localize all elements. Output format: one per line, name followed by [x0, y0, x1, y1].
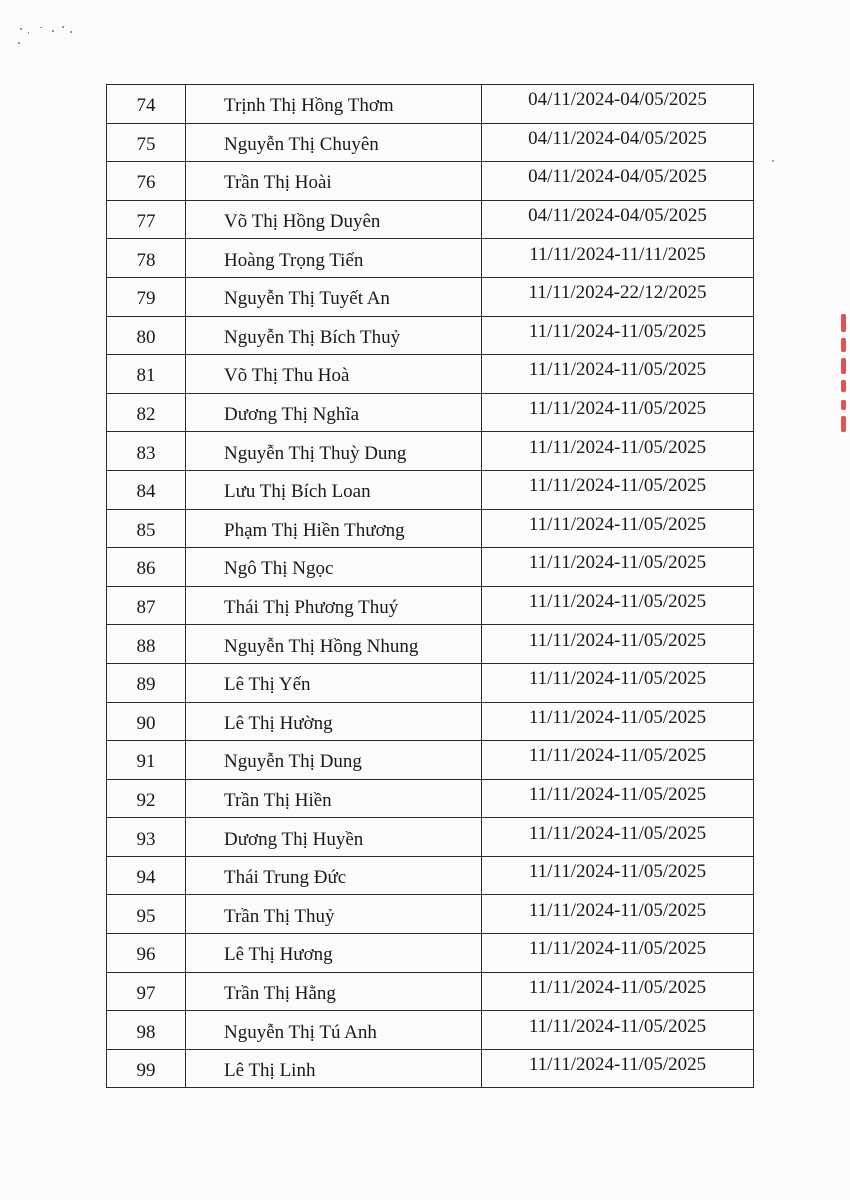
employee-name-cell: [186, 586, 482, 625]
scan-dot: [772, 160, 774, 162]
employee-name: Thái Thị Phương Thuý: [224, 597, 399, 619]
row-number: 92: [136, 789, 156, 811]
date-range: 11/11/2024-11/05/2025: [528, 513, 707, 535]
row-number-cell: [107, 470, 186, 509]
employee-name-cell: [186, 779, 482, 818]
date-range: 11/11/2024-11/05/2025: [528, 745, 707, 767]
date-range: 11/11/2024-11/05/2025: [528, 861, 707, 883]
date-range-cell: [482, 741, 754, 780]
table-row: [107, 393, 754, 432]
row-number: 74: [136, 95, 156, 117]
date-range: 11/11/2024-11/05/2025: [528, 1054, 707, 1076]
date-range-cell: [482, 779, 754, 818]
employee-name: Nguyễn Thị Thuỳ Dung: [224, 442, 407, 464]
employee-name: Trần Thị Hoài: [224, 172, 332, 194]
employee-name-cell: [186, 1049, 482, 1088]
employee-name-cell: [186, 663, 482, 702]
table-row: [107, 355, 754, 394]
row-number-cell: [107, 123, 186, 162]
employee-name-cell: [186, 972, 482, 1011]
date-range: 11/11/2024-11/05/2025: [528, 668, 707, 690]
date-range-cell: [482, 123, 754, 162]
row-number: 75: [136, 133, 156, 155]
date-range-cell: [482, 818, 754, 857]
employee-name: Nguyễn Thị Dung: [224, 751, 362, 773]
date-range-cell: [482, 316, 754, 355]
row-number: 97: [136, 982, 156, 1004]
table-row: [107, 586, 754, 625]
date-range-cell: [482, 200, 754, 239]
employee-name: Trần Thị Hiền: [224, 789, 332, 811]
date-range-cell: [482, 548, 754, 587]
employee-name-cell: [186, 85, 482, 124]
table-row: [107, 663, 754, 702]
employee-name: Dương Thị Nghĩa: [224, 404, 360, 426]
date-range-cell: [482, 85, 754, 124]
row-number: 84: [136, 481, 156, 503]
employee-name-cell: [186, 1011, 482, 1050]
employee-name: Lê Thị Yến: [224, 674, 311, 696]
employee-name: Nguyễn Thị Chuyên: [224, 133, 379, 155]
employee-name: Nguyễn Thị Tuyết An: [224, 288, 390, 310]
employee-name-cell: [186, 162, 482, 201]
employee-name-cell: [186, 548, 482, 587]
row-number: 94: [136, 867, 156, 889]
row-number-cell: [107, 393, 186, 432]
employee-name-cell: [186, 123, 482, 162]
employee-name: Nguyễn Thị Hồng Nhung: [224, 635, 419, 657]
date-range: 11/11/2024-11/05/2025: [528, 783, 707, 805]
row-number: 86: [136, 558, 156, 580]
employee-name-cell: [186, 741, 482, 780]
date-range-cell: [482, 393, 754, 432]
date-range: 11/11/2024-11/05/2025: [528, 591, 707, 613]
date-range-cell: [482, 162, 754, 201]
employee-name-cell: [186, 393, 482, 432]
row-number: 98: [136, 1021, 156, 1043]
row-number-cell: [107, 934, 186, 973]
row-number-cell: [107, 1049, 186, 1088]
employee-name: Lưu Thị Bích Loan: [224, 481, 371, 503]
employee-name-cell: [186, 934, 482, 973]
date-range-cell: [482, 277, 754, 316]
table-row: [107, 200, 754, 239]
table-row: [107, 934, 754, 973]
employee-name: Phạm Thị Hiền Thương: [224, 519, 405, 541]
employee-name-cell: [186, 277, 482, 316]
date-range: 11/11/2024-11/05/2025: [528, 822, 707, 844]
row-number: 96: [136, 944, 156, 966]
row-number-cell: [107, 509, 186, 548]
date-range-cell: [482, 1049, 754, 1088]
employee-name: Võ Thị Thu Hoà: [224, 365, 350, 387]
handwritten-margin-mark: [838, 314, 848, 434]
date-range: 11/11/2024-11/05/2025: [528, 938, 707, 960]
table-row: [107, 856, 754, 895]
date-range: 11/11/2024-11/05/2025: [528, 706, 707, 728]
employee-name-cell: [186, 316, 482, 355]
table-row: [107, 277, 754, 316]
row-number-cell: [107, 548, 186, 587]
row-number: 91: [136, 751, 156, 773]
date-range: 11/11/2024-11/05/2025: [528, 475, 707, 497]
row-number: 93: [136, 828, 156, 850]
row-number: 82: [136, 404, 156, 426]
employee-name-cell: [186, 895, 482, 934]
row-number-cell: [107, 316, 186, 355]
row-number: 85: [136, 519, 156, 541]
row-number-cell: [107, 856, 186, 895]
table-row: [107, 741, 754, 780]
row-number-cell: [107, 162, 186, 201]
date-range: 11/11/2024-11/05/2025: [528, 359, 707, 381]
table-body: [107, 85, 754, 1088]
date-range: 11/11/2024-22/12/2025: [528, 282, 707, 304]
table-row: [107, 818, 754, 857]
date-range-cell: [482, 972, 754, 1011]
employee-name: Nguyễn Thị Tú Anh: [224, 1021, 377, 1043]
table-row: [107, 548, 754, 587]
table-row: [107, 1011, 754, 1050]
table-row: [107, 895, 754, 934]
table-row: [107, 123, 754, 162]
table-row: [107, 239, 754, 278]
employee-name-cell: [186, 856, 482, 895]
employee-name-cell: [186, 625, 482, 664]
date-range: 11/11/2024-11/05/2025: [528, 552, 707, 574]
date-range-cell: [482, 432, 754, 471]
date-range-cell: [482, 934, 754, 973]
row-number: 78: [136, 249, 156, 271]
employee-name-cell: [186, 239, 482, 278]
row-number-cell: [107, 432, 186, 471]
date-range: 11/11/2024-11/05/2025: [528, 398, 707, 420]
date-range: 11/11/2024-11/05/2025: [528, 1015, 707, 1037]
date-range: 04/11/2024-04/05/2025: [528, 127, 707, 149]
date-range: 11/11/2024-11/05/2025: [528, 976, 707, 998]
table-row: [107, 470, 754, 509]
row-number-cell: [107, 625, 186, 664]
date-range: 11/11/2024-11/05/2025: [528, 899, 707, 921]
row-number-cell: [107, 277, 186, 316]
date-range: 04/11/2024-04/05/2025: [528, 166, 707, 188]
date-range-cell: [482, 702, 754, 741]
table-row: [107, 162, 754, 201]
date-range-cell: [482, 586, 754, 625]
employee-name-cell: [186, 702, 482, 741]
row-number: 79: [136, 288, 156, 310]
table-row: [107, 85, 754, 124]
table-row: [107, 702, 754, 741]
employee-table: [106, 84, 754, 1088]
date-range-cell: [482, 663, 754, 702]
employee-name-cell: [186, 470, 482, 509]
row-number-cell: [107, 972, 186, 1011]
row-number: 76: [136, 172, 156, 194]
row-number-cell: [107, 1011, 186, 1050]
row-number-cell: [107, 895, 186, 934]
date-range: 11/11/2024-11/05/2025: [528, 629, 707, 651]
row-number-cell: [107, 239, 186, 278]
employee-name-cell: [186, 200, 482, 239]
row-number-cell: [107, 663, 186, 702]
date-range-cell: [482, 509, 754, 548]
row-number-cell: [107, 355, 186, 394]
date-range-cell: [482, 856, 754, 895]
row-number-cell: [107, 818, 186, 857]
row-number: 77: [136, 211, 156, 233]
row-number-cell: [107, 85, 186, 124]
table-row: [107, 625, 754, 664]
employee-name-cell: [186, 432, 482, 471]
employee-name: Lê Thị Hường: [224, 712, 333, 734]
table-row: [107, 779, 754, 818]
employee-name: Trịnh Thị Hồng Thơm: [224, 95, 394, 117]
date-range-cell: [482, 895, 754, 934]
scan-specks: [18, 22, 78, 42]
date-range-cell: [482, 1011, 754, 1050]
table-row: [107, 972, 754, 1011]
row-number: 81: [136, 365, 156, 387]
employee-name-cell: [186, 355, 482, 394]
row-number: 99: [136, 1060, 156, 1082]
employee-name-cell: [186, 818, 482, 857]
date-range-cell: [482, 625, 754, 664]
employee-name: Lê Thị Hương: [224, 944, 333, 966]
employee-name: Nguyễn Thị Bích Thuỷ: [224, 326, 401, 348]
employee-table-container: [106, 84, 754, 1088]
date-range-cell: [482, 470, 754, 509]
row-number-cell: [107, 586, 186, 625]
employee-name-cell: [186, 509, 482, 548]
row-number-cell: [107, 741, 186, 780]
table-row: [107, 316, 754, 355]
row-number: 80: [136, 326, 156, 348]
date-range: 11/11/2024-11/11/2025: [529, 243, 706, 265]
employee-name: Trần Thị Hằng: [224, 982, 336, 1004]
table-row: [107, 432, 754, 471]
table-row: [107, 509, 754, 548]
employee-name: Trần Thị Thuỷ: [224, 905, 335, 927]
row-number: 90: [136, 712, 156, 734]
table-row: [107, 1049, 754, 1088]
date-range: 04/11/2024-04/05/2025: [528, 205, 707, 227]
date-range-cell: [482, 239, 754, 278]
row-number: 89: [136, 674, 156, 696]
date-range: 04/11/2024-04/05/2025: [528, 89, 707, 111]
employee-name: Lê Thị Linh: [224, 1060, 316, 1082]
row-number-cell: [107, 702, 186, 741]
row-number: 87: [136, 597, 156, 619]
row-number: 95: [136, 905, 156, 927]
employee-name: Ngô Thị Ngọc: [224, 558, 334, 580]
date-range: 11/11/2024-11/05/2025: [528, 320, 707, 342]
employee-name: Thái Trung Đức: [224, 867, 347, 889]
row-number: 83: [136, 442, 156, 464]
employee-name: Hoàng Trọng Tiến: [224, 249, 364, 271]
date-range-cell: [482, 355, 754, 394]
row-number-cell: [107, 779, 186, 818]
row-number: 88: [136, 635, 156, 657]
employee-name: Võ Thị Hồng Duyên: [224, 211, 381, 233]
row-number-cell: [107, 200, 186, 239]
date-range: 11/11/2024-11/05/2025: [528, 436, 707, 458]
employee-name: Dương Thị Huyền: [224, 828, 364, 850]
